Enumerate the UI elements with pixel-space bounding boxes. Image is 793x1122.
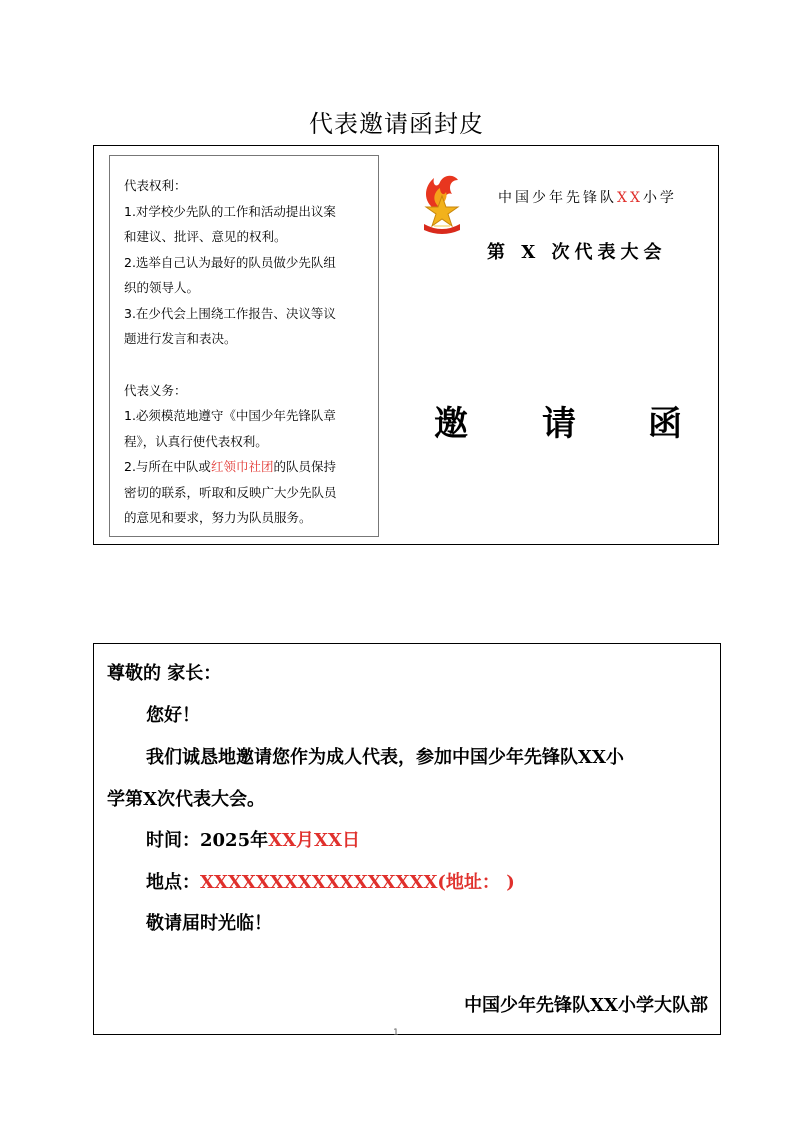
pioneer-emblem-icon bbox=[414, 172, 470, 238]
rights-heading: 代表权利： bbox=[124, 178, 187, 193]
school-name-post: 小学 bbox=[642, 190, 677, 206]
rights-item-2-line-2: 织的领导人。 bbox=[124, 280, 200, 295]
congress-title: 第 X 次代表大会 bbox=[487, 242, 667, 263]
school-name-placeholder: XX bbox=[617, 190, 643, 206]
invitation-letter bbox=[93, 643, 721, 1035]
letter-time bbox=[146, 826, 360, 852]
place-label: 地点： bbox=[146, 872, 200, 893]
rights-item-1-line-1: 1.对学校少先队的工作和活动提出议案 bbox=[124, 203, 336, 219]
invitation-heading bbox=[424, 396, 714, 442]
letter-body-line-1: 我们诚恳地邀请您作为成人代表，参加中国少年先锋队XX小 bbox=[146, 747, 624, 768]
rights-duties-box bbox=[109, 155, 379, 537]
letter-signature: 中国少年先锋队XX小学大队部 bbox=[464, 995, 708, 1016]
school-name bbox=[498, 187, 677, 207]
page-number: 1 bbox=[393, 1028, 399, 1038]
place-value: XXXXXXXXXXXXXXXXX(地址： ) bbox=[200, 872, 515, 893]
duties-item-2-pre: 2.与所在中队或 bbox=[124, 459, 211, 474]
invite-char-2: 请 bbox=[542, 404, 576, 444]
duties-item-2-line-1 bbox=[124, 454, 366, 480]
red-scarf-club: 红领巾社团 bbox=[210, 459, 274, 474]
rights-item-1-line-2: 和建议、批评、意见的权利。 bbox=[124, 229, 287, 244]
time-label: 时间：2025年 bbox=[146, 830, 269, 851]
rights-item-3-line-1: 3.在少代会上围绕工作报告、决议等议 bbox=[124, 305, 336, 321]
letter-place bbox=[146, 868, 515, 894]
letter-greeting: 您好！ bbox=[146, 705, 200, 726]
invite-char-1: 邀 bbox=[434, 404, 468, 444]
document-title: 代表邀请函封皮 bbox=[309, 110, 484, 138]
letter-salutation: 尊敬的 家长： bbox=[107, 663, 222, 684]
letter-body-line-2: 学第X次代表大会。 bbox=[107, 789, 265, 810]
duties-heading: 代表义务： bbox=[124, 382, 187, 398]
duties-item-2-line-3: 的意见和要求，努力为队员服务。 bbox=[124, 510, 312, 525]
time-value: XX月XX日 bbox=[268, 830, 360, 851]
duties-item-2-line-2: 密切的联系，听取和反映广大少先队员 bbox=[124, 484, 337, 500]
school-name-pre: 中国少年先锋队 bbox=[498, 190, 617, 206]
rights-item-3-line-2: 题进行发言和表决。 bbox=[124, 331, 237, 346]
duties-item-1-line-1: 1.必须模范地遵守《中国少年先锋队章 bbox=[124, 408, 336, 423]
invite-char-3: 函 bbox=[648, 404, 682, 444]
invitation-cover bbox=[93, 145, 719, 545]
letter-closing: 敬请届时光临！ bbox=[146, 913, 272, 934]
rights-item-2-line-1: 2.选举自己认为最好的队员做少先队组 bbox=[124, 254, 336, 270]
duties-item-1-line-2: 程》，认真行使代表权利。 bbox=[124, 433, 268, 449]
duties-item-2-post: 的队员保持 bbox=[273, 459, 336, 474]
